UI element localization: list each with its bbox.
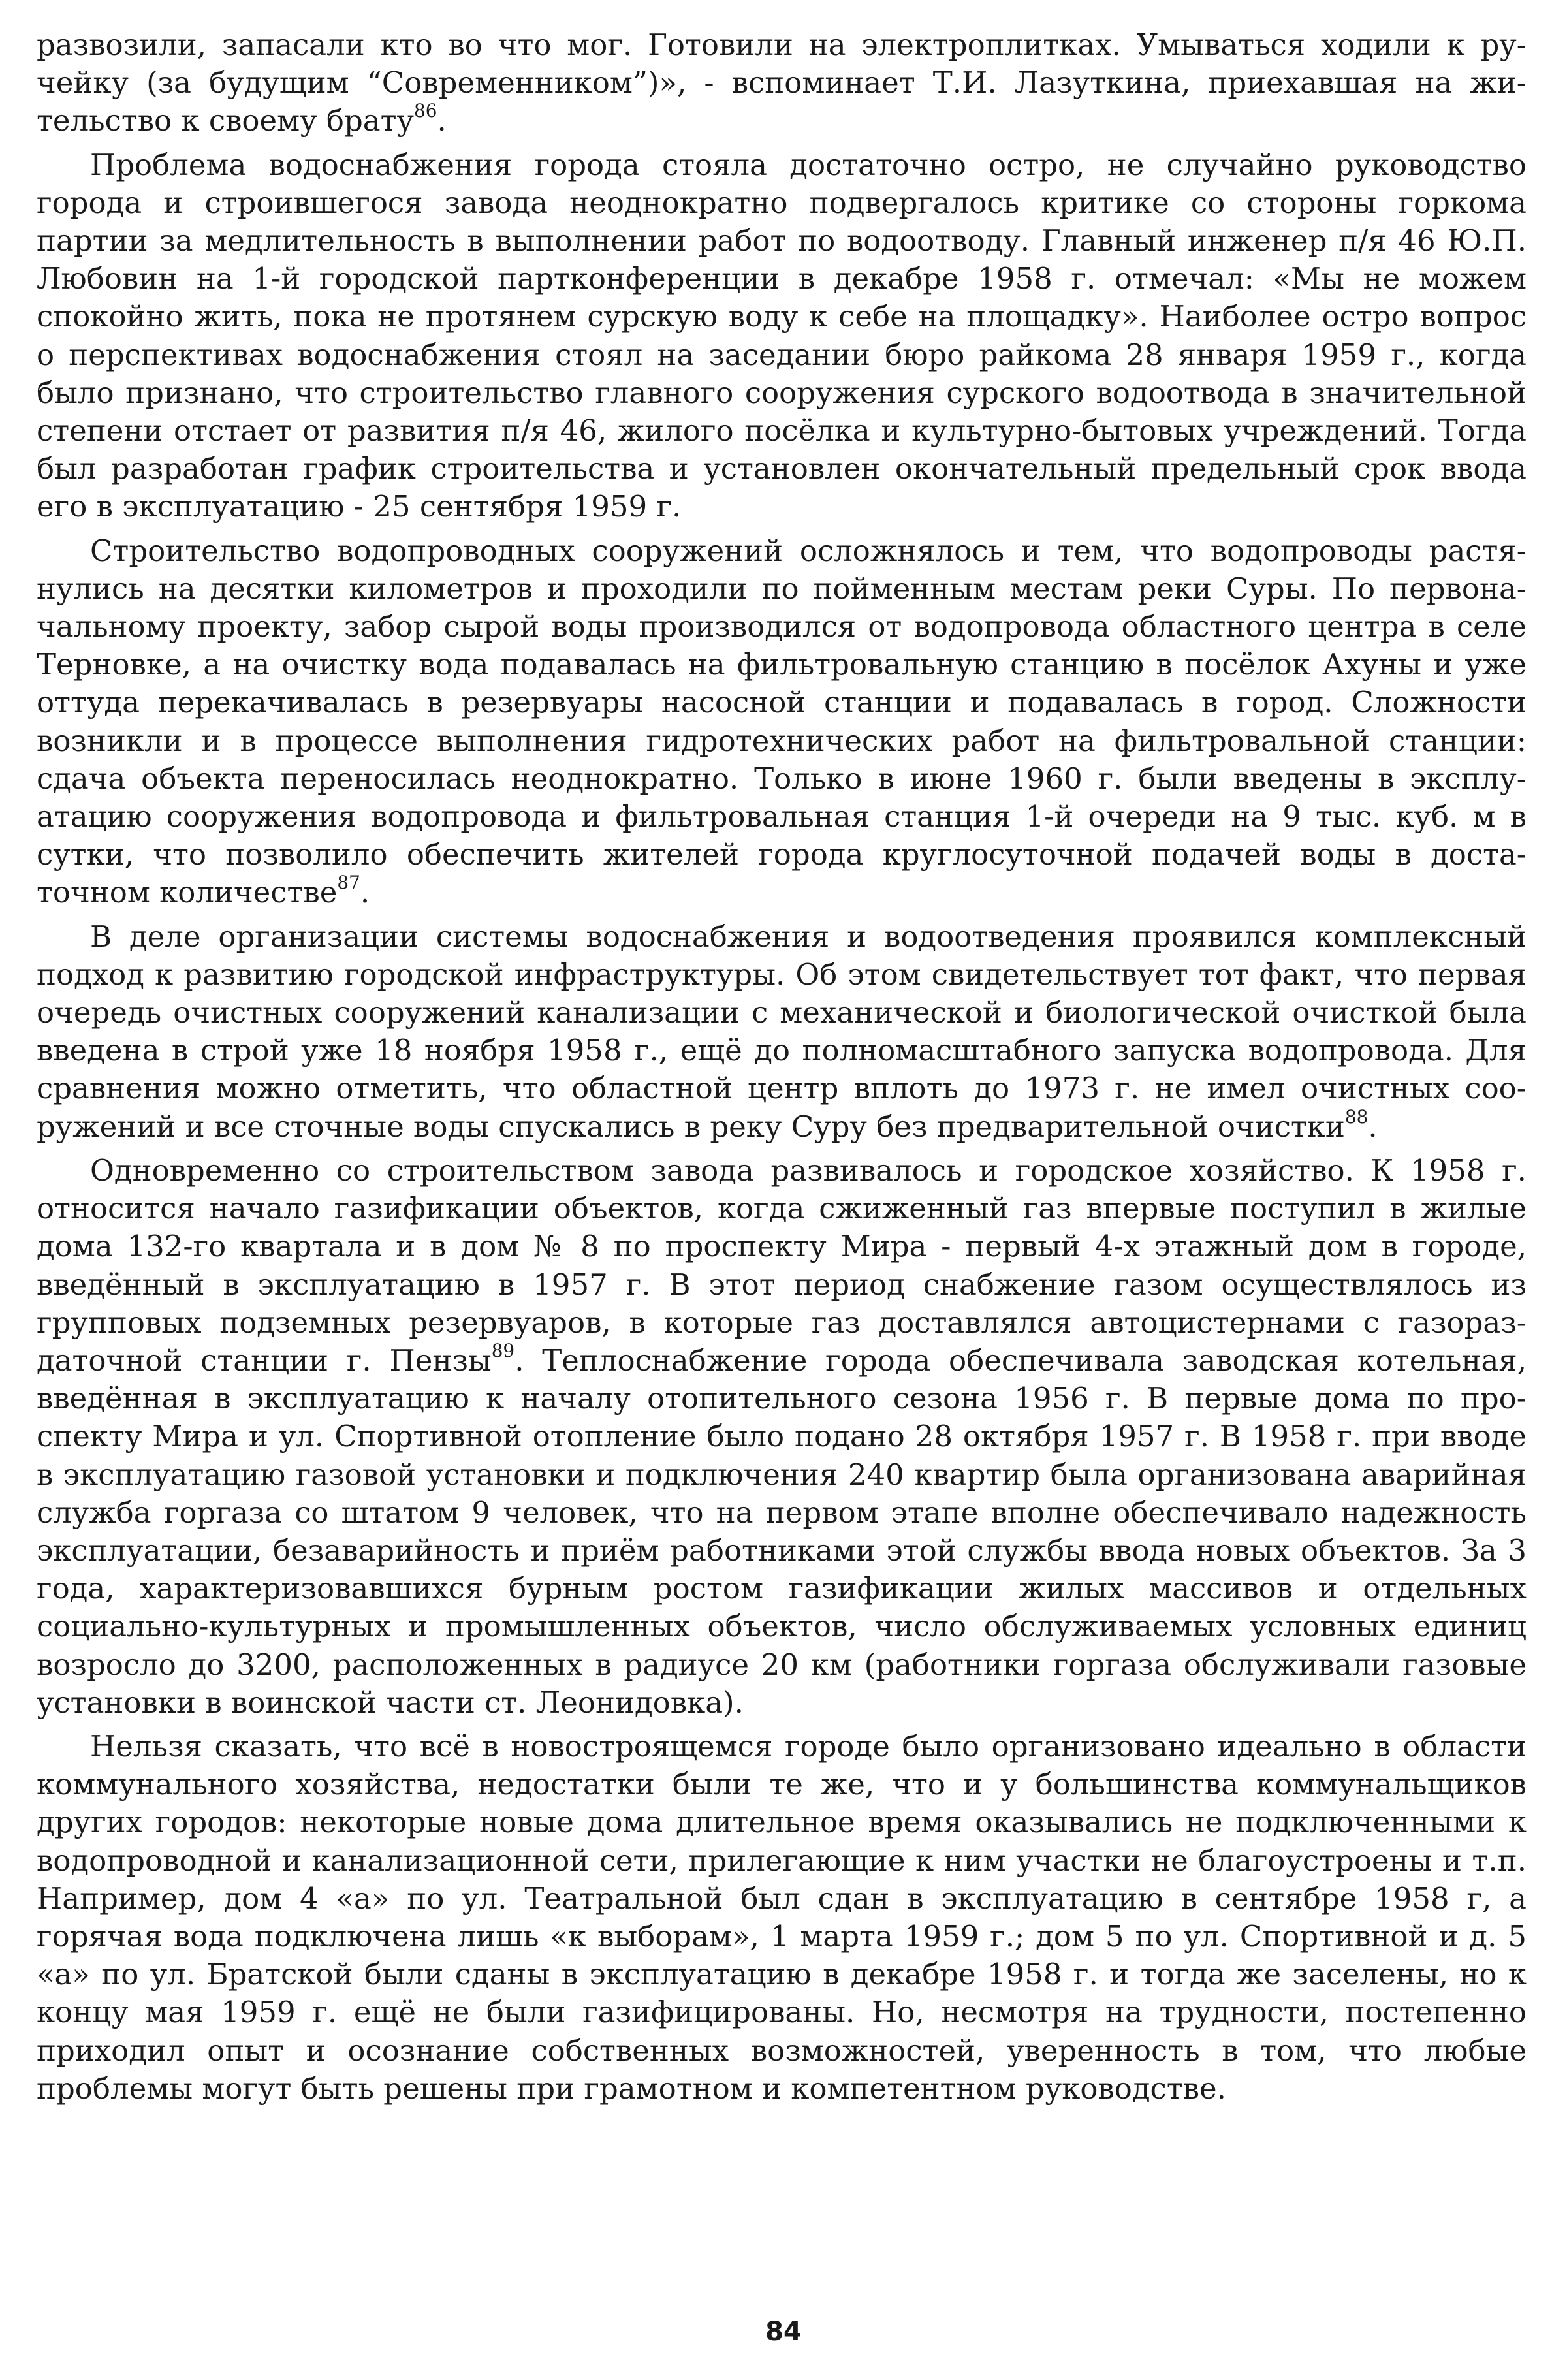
footnote-ref-86: 86 — [414, 100, 437, 122]
paragraph-4-text: В деле организации системы водоснабжения и водоотведения проявился комплексный подход к развитию городской инфраструктуры. Об этом свидетельствует тот факт, что первая очередь очистных сооружений канализации с механической и биологической очисткой была введена в строй уже 18 ноября 1958 г., ещё до полномасштабного запуска водопровода. Для сравнения можно отметить, что областной центр вплоть до 1973 г. не имел очистных сооружений и все сточные воды спускались в реку Суру без предварительной очистки — [37, 919, 1527, 1144]
paragraph-1-tail: . — [437, 103, 447, 138]
paragraph-5-text: Одновременно со строительством завода развивалось и городское хозяйство. К 1958 г. относится начало газификации объектов, когда сжиженный газ впервые поступил в жилые дома 132-го квартала и в дом № 8 по проспекту Мира - первый 4-х этажный дом в городе, введённый в эксплуатацию в 1957 г. В этот период снабжение газом осуществлялось из групповых подземных резервуаров, в которые газ доставлялся автоцистернами с газораздаточной станции г. Пензы — [37, 1152, 1527, 1378]
paragraph-4 — [37, 918, 1527, 1146]
paragraph-1 — [37, 26, 1527, 140]
footnote-ref-87: 87 — [337, 872, 360, 894]
paragraph-3-text: Строительство водопроводных сооружений осложнялось и тем, что водопроводы растянулись на десятки километров и проходили по пойменным местам реки Суры. По первоначальному проекту, забор сырой воды производился от водопровода областного центра в селе Терновке, а на очистку вода подавалась на фильтровальную станцию в посёлок Ахуны и уже оттуда перекачивалась в резервуары насосной станции и подавалась в город. Сложности возникли и в процессе выполнения гидротехнических работ на фильтровальной станции: сдача объекта переносилась неоднократно. Только в июне 1960 г. были введены в эксплуатацию сооружения водопровода и фильтровальная станция 1-й очереди на 9 тыс. куб. м в сутки, что позволило обеспечить жителей города круглосуточной подачей воды в достаточном количестве — [37, 533, 1527, 910]
paragraph-4-tail: . — [1368, 1109, 1378, 1144]
paragraph-6-text: Нельзя сказать, что всё в новостроящемся городе было организовано идеально в области коммунального хозяйства, недостатки были те же, что и у большинства коммунальщиков других городов: некоторые новые дома длительное время оказывались не подключенными к водопроводной и канализационной сети, прилегающие к ним участки не благоустроены и т.п. Например, дом 4 «а» по ул. Театральной был сдан в эксплуатацию в сентябре 1958 г, а горячая вода подключена лишь «к выборам», 1 марта 1959 г.; дом 5 по ул. Спортивной и д. 5 «а» по ул. Братской были сданы в эксплуатацию в декабре 1958 г. и тогда же заселены, но к концу мая 1959 г. ещё не были газифицированы. Но, несмотря на трудности, постепенно приходил опыт и осознание собственных возможностей, уверенность в том, что любые проблемы могут быть решены при грамотном и компетентном руководстве. — [37, 1728, 1527, 2106]
paragraph-2 — [37, 146, 1527, 526]
page-body — [37, 26, 1527, 2114]
paragraph-2-text: Проблема водоснабжения города стояла достаточно остро, не случайно руководство города и строившегося завода неоднократно подвергалось критике со стороны горкома партии за медлительность в выполнении работ по водоотводу. Главный инженер п/я 46 Ю.П. Любовин на 1-й городской партконференции в декабре 1958 г. отмечал: «Мы не можем спокойно жить, пока не протянем сурскую воду к себе на площадку». Наиболее остро вопрос о перспективах водоснабжения стоял на заседании бюро райкома 28 января 1959 г., когда было признано, что строительство главного сооружения сурского водоотвода в значительной степени отстает от развития п/я 46, жилого посёлка и культурно-бытовых учреждений. Тогда был разработан график строительства и установлен окончательный предельный срок ввода его в эксплуатацию - 25 сентября 1959 г. — [37, 147, 1527, 524]
footnote-ref-89: 89 — [491, 1339, 515, 1361]
paragraph-1-text: развозили, запасали кто во что мог. Готовили на электроплитках. Умываться ходили к ручейку (за будущим “Современником”)», - вспоминает Т.И. Лазуткина, приехавшая на жительство к своему брату — [37, 27, 1527, 138]
paragraph-5-tail: . Теплоснабжение города обеспечивала заводская котельная, введённая в эксплуатацию к началу отопительного сезона 1956 г. В первые дома по проспекту Мира и ул. Спортивной отопление было подано 28 октября 1957 г. В 1958 г. при вводе в эксплуатацию газовой установки и подключения 240 квартир была организована аварийная служба горгаза со штатом 9 человек, что на первом этапе вполне обеспечивало надежность эксплуатации, безаварийность и приём работниками этой службы ввода новых объектов. За 3 года, характеризовавшихся бурным ростом газификации жилых массивов и отдельных социально-культурных и промышленных объектов, число обслуживаемых условных единиц возросло до 3200, расположенных в радиусе 20 км (работники горгаза обслуживали газовые установки в воинской части ст. Леонидовка). — [37, 1342, 1527, 1720]
paragraph-6 — [37, 1728, 1527, 2108]
paragraph-3 — [37, 532, 1527, 912]
footnote-ref-88: 88 — [1344, 1105, 1369, 1128]
paragraph-3-tail: . — [360, 875, 370, 910]
page-number: 84 — [765, 2317, 802, 2347]
paragraph-5 — [37, 1152, 1527, 1722]
